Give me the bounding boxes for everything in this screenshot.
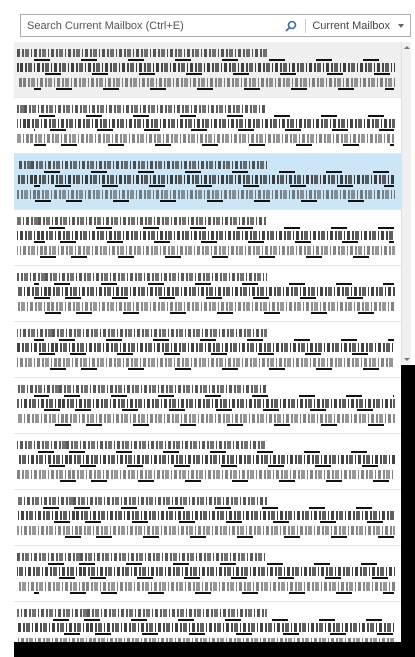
search-scope-label: Current Mailbox bbox=[312, 19, 390, 32]
message-overlay-mark bbox=[34, 409, 394, 411]
message-row[interactable] bbox=[14, 378, 401, 434]
message-overlay-mark bbox=[34, 633, 394, 635]
message-row[interactable] bbox=[14, 154, 401, 210]
message-preview bbox=[17, 302, 395, 311]
message-sender bbox=[17, 497, 267, 505]
message-sender bbox=[17, 609, 267, 617]
message-subject bbox=[17, 119, 395, 128]
message-sender bbox=[17, 329, 267, 337]
message-subject bbox=[17, 511, 395, 520]
message-overlay-mark bbox=[34, 521, 394, 523]
message-row[interactable] bbox=[14, 434, 401, 490]
message-overlay-mark bbox=[34, 256, 394, 258]
message-row[interactable] bbox=[14, 546, 401, 602]
message-row[interactable] bbox=[14, 98, 401, 154]
message-preview bbox=[17, 78, 395, 87]
message-preview bbox=[17, 134, 395, 143]
scroll-down-button[interactable] bbox=[402, 354, 412, 364]
message-overlay-mark bbox=[34, 73, 394, 75]
message-list-inner bbox=[14, 42, 401, 642]
scope-divider bbox=[305, 19, 306, 33]
message-row[interactable] bbox=[14, 210, 401, 266]
message-overlay-mark bbox=[34, 200, 394, 202]
message-overlay-mark bbox=[34, 424, 394, 426]
message-overlay-mark bbox=[34, 507, 394, 509]
message-overlay-mark bbox=[34, 339, 394, 341]
message-preview bbox=[17, 246, 395, 255]
message-overlay-mark bbox=[34, 144, 394, 146]
message-row[interactable] bbox=[14, 602, 401, 642]
message-sender bbox=[17, 273, 267, 281]
render-artifact-black bbox=[401, 365, 415, 657]
message-overlay-mark bbox=[34, 592, 394, 594]
message-sender bbox=[17, 385, 267, 393]
message-sender bbox=[17, 105, 267, 113]
message-sender bbox=[17, 49, 267, 57]
search-icon[interactable] bbox=[279, 15, 303, 36]
message-subject bbox=[17, 399, 395, 408]
message-overlay-mark bbox=[34, 619, 394, 621]
message-overlay-mark bbox=[34, 465, 394, 467]
scroll-up-button[interactable] bbox=[402, 42, 412, 52]
message-preview bbox=[17, 526, 395, 535]
message-overlay-mark bbox=[34, 241, 394, 243]
message-overlay-mark bbox=[34, 115, 394, 117]
message-overlay-mark bbox=[34, 563, 394, 565]
search-bar bbox=[20, 14, 411, 37]
message-overlay-mark bbox=[34, 312, 394, 314]
arrow-down-icon bbox=[404, 358, 410, 361]
message-overlay-mark bbox=[34, 395, 394, 397]
chevron-down-icon bbox=[398, 24, 404, 28]
message-subject bbox=[17, 231, 395, 240]
message-sender bbox=[17, 161, 267, 169]
search-scope-dropdown[interactable] bbox=[312, 15, 410, 36]
search-input[interactable] bbox=[21, 15, 279, 36]
message-list[interactable] bbox=[14, 42, 401, 642]
message-subject bbox=[17, 567, 395, 576]
message-subject bbox=[17, 287, 395, 296]
arrow-up-icon bbox=[404, 46, 410, 49]
message-overlay-mark bbox=[34, 59, 394, 61]
message-row[interactable] bbox=[14, 322, 401, 378]
message-list-scrollbar[interactable] bbox=[401, 42, 411, 364]
message-sender bbox=[17, 441, 267, 449]
message-preview bbox=[17, 358, 395, 367]
render-artifact-black bbox=[14, 642, 415, 657]
message-overlay-mark bbox=[34, 129, 394, 131]
message-preview bbox=[17, 470, 395, 479]
message-subject bbox=[17, 63, 395, 72]
message-overlay-mark bbox=[34, 171, 394, 173]
message-subject bbox=[17, 175, 395, 184]
message-sender bbox=[17, 553, 267, 561]
message-row[interactable] bbox=[14, 42, 401, 98]
message-overlay-mark bbox=[34, 577, 394, 579]
message-preview bbox=[17, 414, 395, 423]
message-preview bbox=[17, 190, 395, 199]
message-subject bbox=[17, 343, 395, 352]
message-overlay-mark bbox=[34, 88, 394, 90]
message-overlay-mark bbox=[34, 227, 394, 229]
message-overlay-mark bbox=[34, 185, 394, 187]
message-overlay-mark bbox=[34, 297, 394, 299]
message-overlay-mark bbox=[34, 368, 394, 370]
message-preview bbox=[17, 582, 395, 591]
message-sender bbox=[17, 217, 267, 225]
message-row[interactable] bbox=[14, 266, 401, 322]
message-overlay-mark bbox=[34, 283, 394, 285]
message-overlay-mark bbox=[34, 353, 394, 355]
message-overlay-mark bbox=[34, 480, 394, 482]
message-overlay-mark bbox=[34, 451, 394, 453]
message-overlay-mark bbox=[34, 536, 394, 538]
message-subject bbox=[17, 623, 395, 632]
message-subject bbox=[17, 455, 395, 464]
message-row[interactable] bbox=[14, 490, 401, 546]
